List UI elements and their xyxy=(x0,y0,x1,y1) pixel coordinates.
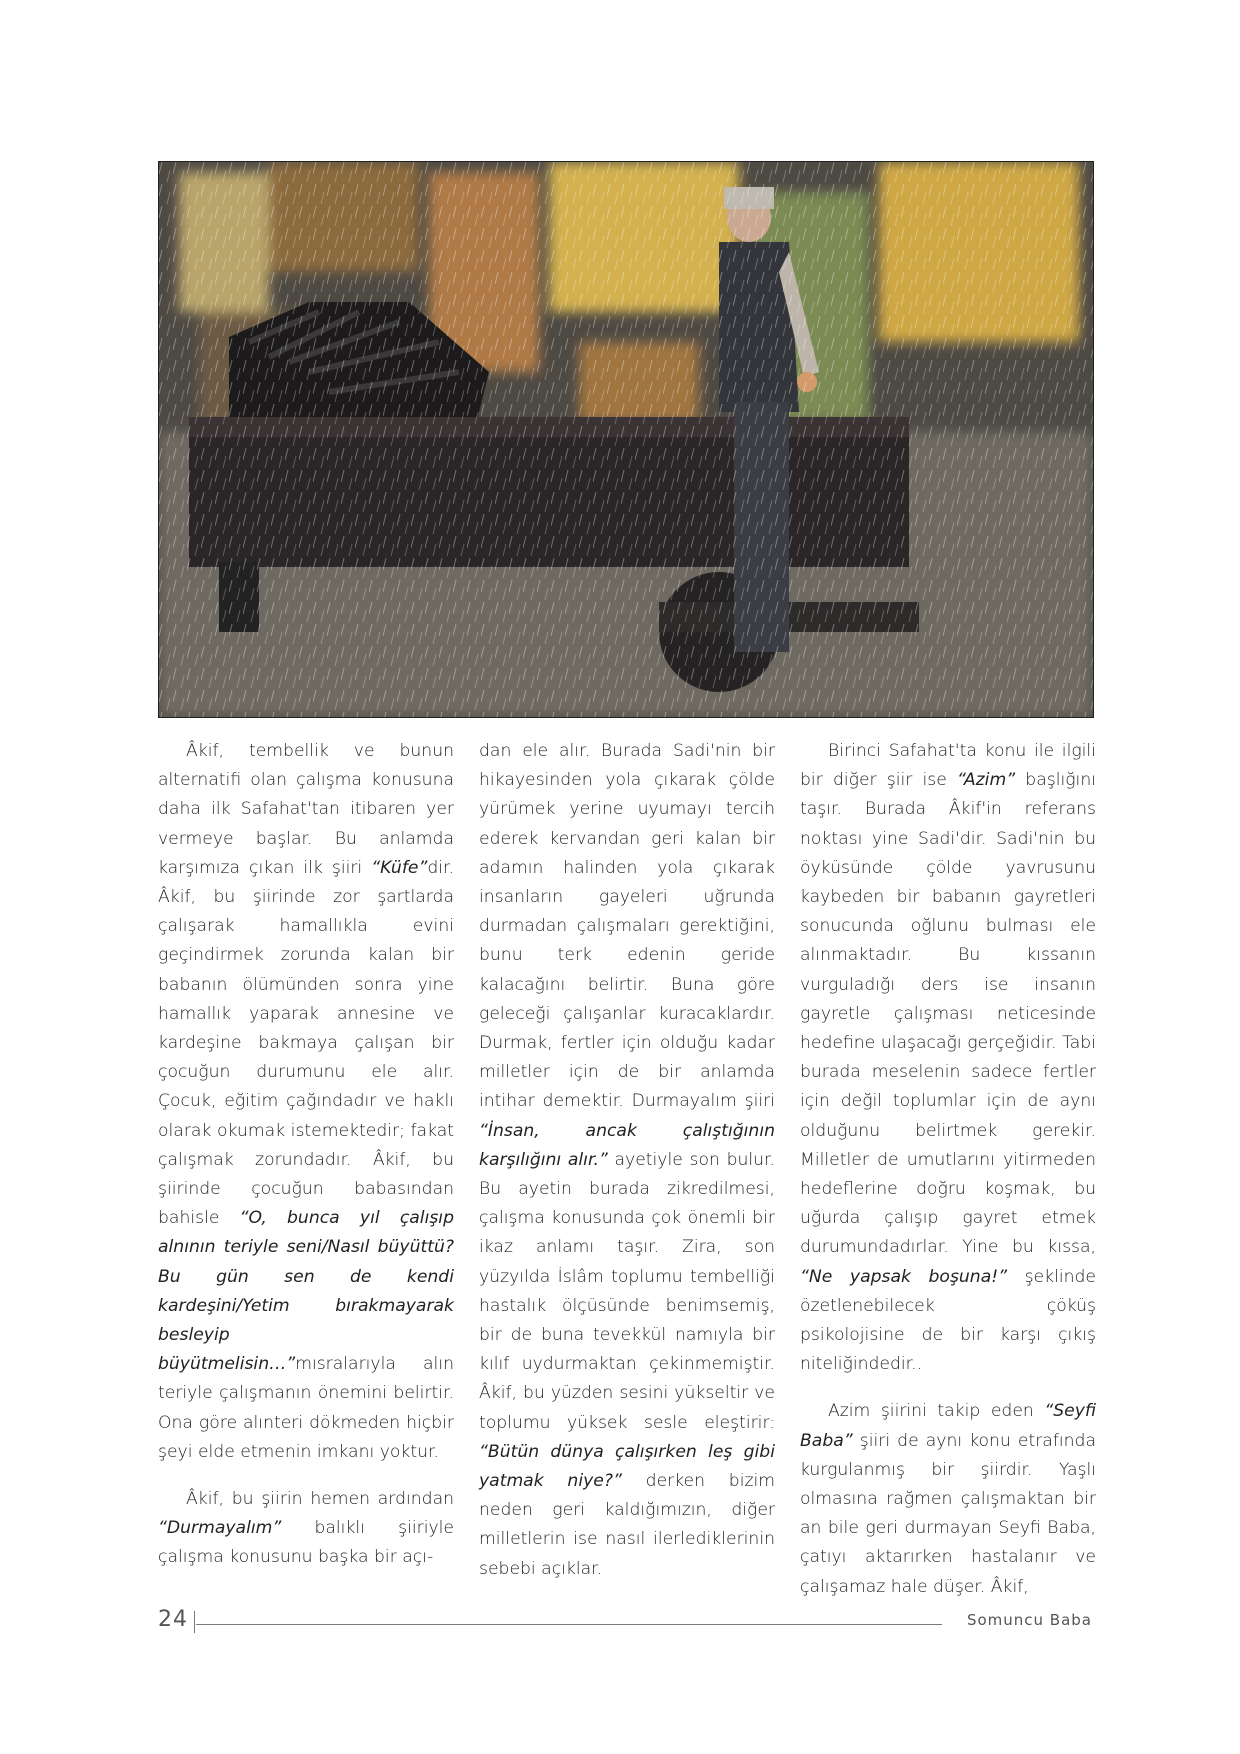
footer-rule xyxy=(196,1624,942,1625)
text-column-3 xyxy=(800,737,1096,1620)
text-column-1 xyxy=(158,737,454,1591)
footer-divider xyxy=(194,1611,195,1633)
text-column-2 xyxy=(479,737,775,1602)
paragraph: Âkif, bu şiirin hemen ardından “Durmayalım” balıklı şiiriyle çalışma konusunu başka bir açı- xyxy=(158,1489,454,1568)
page-footer xyxy=(158,1607,1092,1637)
page-number: 24 xyxy=(158,1607,188,1632)
paragraph: Âkif, tembellik ve bunun alternatifi olan çalışma konusuna daha ilk Safahat'tan itibaren yer vermeye başlar. Bu anlamda karşımıza çıkan ilk şiiri “Küfe”dir. Âkif, bu şiirinde zor şartlarda çalışarak hamallıkla evini geçindirmek zorunda kalan bir babanın ölümünden sonra yine hamallık yaparak annesine ve kardeşine bakmaya çalışan bir çocuğun durumunu ele alır. Çocuk, eğitim çağındadır ve haklı olarak okumak istemektedir; fakat çalışmak zorundadır. Âkif, bu şiirinde çocuğun babasından bahisle “O, bunca yıl çalışıp alnının teriyle seni/Nasıl büyüttü? Bu gün sen de kendi kardeşini/Yetim bırakmayarak besleyip büyütmelisin…”mısralarıyla alın teriyle çalışmanın önemini belirtir. Ona göre alınteri dökmeden hiçbir şeyi elde etmenin imkanı yoktur. xyxy=(158,741,454,1462)
paragraph: Birinci Safahat'ta konu ile ilgili bir diğer şiir ise “Azim” başlığını taşır. Burada Âkif'in referans noktası yine Sadi'dir. Sadi'nin bu öyküsünde çölde yavrusunu kaybeden bir babanın gayretleri sonucunda oğlunu bulması ele alınmaktadır. Bu kıssanın vurguladığı ders ise insanın gayretle çalışması neticesinde hedefine ulaşacağı gerçeğidir. Tabi burada meselenin sadece fertler için değil toplumlar için de aynı olduğunu belirtmek gerekir. Milletler de umutlarını yitirmeden hedeflerine doğru koşmak, bu uğurda çalışıp gayret etmek durumundadırlar. Yine bu kıssa, “Ne yapsak boşuna!” şeklinde özetlenebilecek çöküş psikolojisine de bir karşı çıkış niteliğindedir.. xyxy=(800,741,1097,1375)
magazine-name: Somuncu Baba xyxy=(966,1611,1092,1629)
photo-illustration xyxy=(159,162,1093,717)
paragraph: Azim şiirini takip eden “Seyfi Baba” şiiri de aynı konu etrafında kurgulanmış bir şiirdir. Yaşlı olmasına rağmen çalışmaktan bir an bile geri durmayan Seyfi Baba, çatıyı aktarırken hastalanır ve çalışamaz hale düşer. Âkif, xyxy=(800,1401,1096,1597)
paragraph: dan ele alır. Burada Sadi'nin bir hikayesinden yola çıkarak çölde yürümek yerine uyumayı tercih ederek kervandan geri kalan bir adamın halinden yola çıkarak insanların gayeleri uğrunda durmadan çalışmaları gerektiğini, bunu terk edenin geride kalacağını belirtir. Buna göre geleceği çalışanlar kuracaklardır. Durmak, fertler için olduğu kadar milletler için de bir anlamda intihar demektir. Durmayalım şiiri “İnsan, ancak çalıştığının karşılığını alır.” ayetiyle son bulur. Bu ayetin burada zikredilmesi, çalışma konusunda çok önemli bir ikaz anlamı taşır. Zira, son yüzyılda İslâm toplumu tembelliği hastalık ölçüsünde benimsemiş, bir de buna tevekkül namıyla bir kılıf uydurmaktan çekinmemiştir. Âkif, bu yüzden sesini yükseltir ve toplumu yüksek sesle eleştirir: “Bütün dünya çalışırken leş gibi yatmak niye?” derken bizim neden geri kaldığımızın, diğer milletlerin ise nasıl ilerlediklerinin sebebi açıklar. xyxy=(479,741,776,1579)
street-cart-photo xyxy=(158,161,1094,718)
